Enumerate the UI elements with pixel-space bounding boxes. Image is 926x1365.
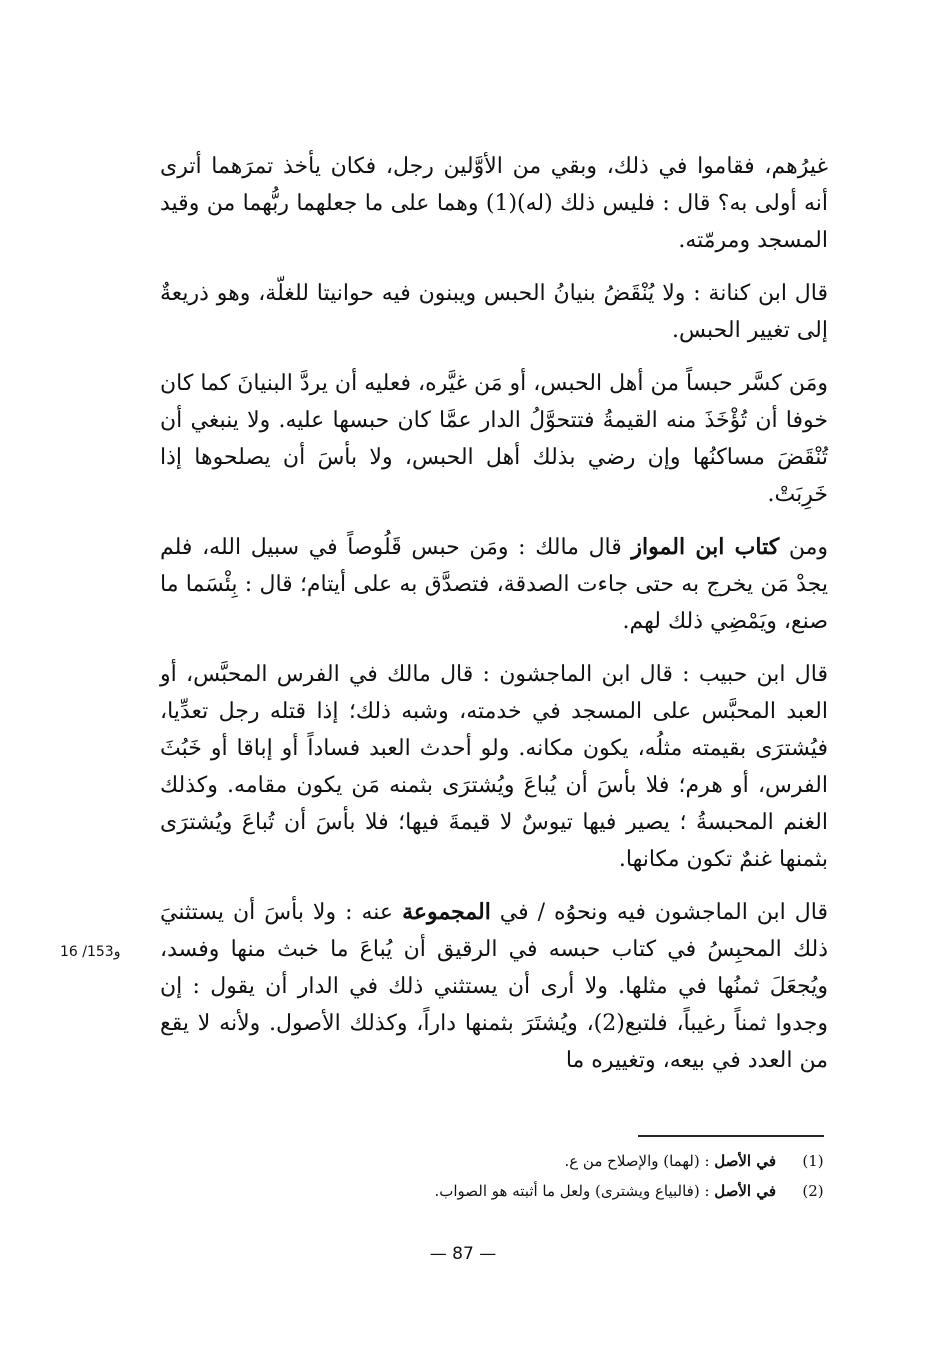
footnote-number: (2) xyxy=(802,1182,824,1200)
page-number: — 87 — xyxy=(429,1244,497,1264)
source-title-bold: كتاب ابن المواز xyxy=(631,534,780,560)
footnote-source: في الأصل xyxy=(714,1182,776,1200)
paragraph-3 xyxy=(160,365,828,513)
footnote-1 xyxy=(300,1146,828,1176)
paragraph-prefix: قال ابن الماجشون فيه ونحوُه / في xyxy=(490,900,828,925)
manuscript-folio-note: 16 /153و xyxy=(60,944,121,960)
footnotes xyxy=(300,1146,828,1206)
main-text xyxy=(160,148,828,1095)
paragraph-1 xyxy=(160,148,828,259)
source-title-bold: المجموعة xyxy=(402,899,491,925)
paragraph-4 xyxy=(160,529,828,640)
footnote-body xyxy=(564,1146,776,1176)
footnote-text: : (لهما) والإصلاح من ع. xyxy=(564,1152,715,1170)
footnote-number: (1) xyxy=(802,1152,824,1170)
paragraph-6 xyxy=(160,894,828,1079)
paragraph-2 xyxy=(160,275,828,349)
paragraph-text: قال مالك : ومَن حبس قَلُوصاً في سبيل الله، فلم يجدْ مَن يخرج به حتى جاءت الصدقة، فتصدَّق به على أيتام؛ قال : بِئْسَما ما صنع، ويَمْضِي ذلك لهم. xyxy=(160,535,828,634)
footnote-source: في الأصل xyxy=(714,1152,776,1170)
footnote-2 xyxy=(300,1176,828,1206)
paragraph-5 xyxy=(160,656,828,878)
paragraph-text: قال ابن كنانة : ولا يُنْقَضُ بنيانُ الحبس ويبنون فيه حوانيتا للغلّة، وهو ذريعةٌ إلى تغيير الحبس. xyxy=(160,281,828,343)
footnote-body xyxy=(434,1176,776,1206)
paragraph-text: غيرُهم، فقاموا في ذلك، وبقي من الأوَّلين رجل، فكان يأخذ تمرَهما أترى أنه أولى به؟ قال : فليس ذلك (له)(1) وهما على ما جعلهما ربُّهما من وقيد المسجد ومرمّته. xyxy=(160,154,828,253)
paragraph-text: عنه : ولا بأسَ أن يستثنيَ ذلك المحبِسُ في كتاب حبسه في الرقيق أن يُباعَ ما خبث منها وفسد، ويُجعَلَ ثمنُها في مثلها. ولا أرى أن يستثني ذلك في الدار أن يقول : إن وجدوا ثمناً رغيباً، فلتبع(2)، ويُشتَرَ بثمنها داراً، وكذلك الأصول. ولأنه لا يقع من العدد في بيعه، وتغييره ما xyxy=(160,900,828,1073)
footnote-divider xyxy=(638,1135,824,1137)
paragraph-text: ومَن كسَّر حبساً من أهل الحبس، أو مَن غيَّره، فعليه أن يردَّ البنيانَ كما كان خوفا أن تُؤْخَذَ منه القيمةُ فتتحوَّلُ الدار عمَّا كان حبسها عليه. ولا ينبغي أن تُنْقَضَ مساكنُها وإن رضي بذلك أهل الحبس، ولا بأسَ أن يصلحوها إذا خَرِبَتْ. xyxy=(160,371,828,507)
paragraph-prefix: ومن xyxy=(779,535,828,560)
paragraph-text: قال ابن حبيب : قال ابن الماجشون : قال مالك في الفرس المحبَّس، أو العبد المحبَّس على المسجد في خدمته، وشبه ذلك؛ إذا قتله رجل تعدِّيا، فيُشترَى بقيمته مثلُه، يكون مكانه. ولو أحدث العبد فساداً أو إباقا أو خَبُثَ الفرس، أو هرم؛ فلا بأسَ أن يُباعَ ويُشترَى بثمنه مَن يكون مقامه. وكذلك الغنم المحبسةُ ؛ يصير فيها تيوسٌ لا قيمةَ فيها؛ فلا بأسَ أن تُباعَ ويُشترَى بثمنها غنمٌ تكون مكانها. xyxy=(160,662,828,872)
footnote-text: : (فالبياع ويشترى) ولعل ما أثبته هو الصواب. xyxy=(434,1182,715,1200)
